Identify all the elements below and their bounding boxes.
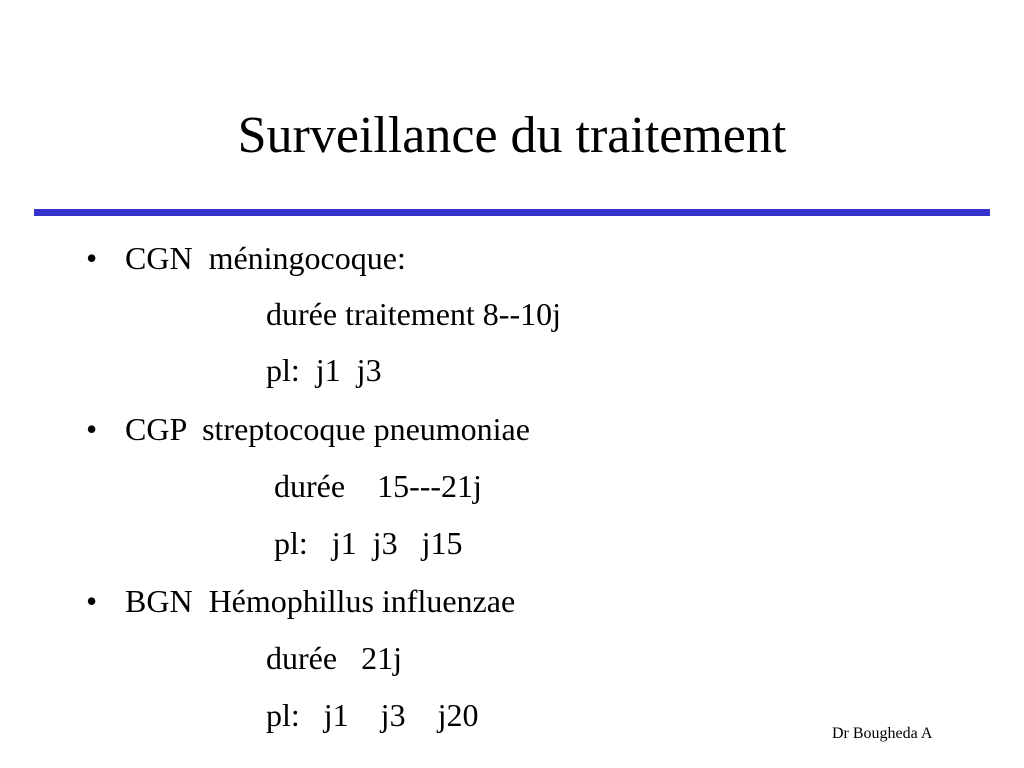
bullet-subline: durée traitement 8--10j: [266, 296, 561, 332]
bullet-icon: •: [86, 240, 98, 276]
bullet-heading: CGN méningocoque:: [125, 240, 406, 276]
bullet-subline: pl: j1 j3: [266, 352, 382, 388]
slide-title: Surveillance du traitement: [237, 107, 787, 164]
bullet-subline: durée 21j: [266, 640, 402, 676]
bullet-heading: CGP streptocoque pneumoniae: [125, 411, 530, 447]
title-divider: [34, 209, 990, 216]
bullet-icon: •: [86, 411, 98, 447]
bullet-heading: BGN Hémophillus influenzae: [125, 583, 516, 619]
bullet-subline: pl: j1 j3 j20: [266, 697, 479, 733]
slide-footer-author: Dr Bougheda A: [832, 725, 933, 742]
bullet-icon: •: [86, 583, 98, 619]
bullet-subline: pl: j1 j3 j15: [266, 525, 463, 561]
bullet-subline: durée 15---21j: [266, 468, 482, 504]
